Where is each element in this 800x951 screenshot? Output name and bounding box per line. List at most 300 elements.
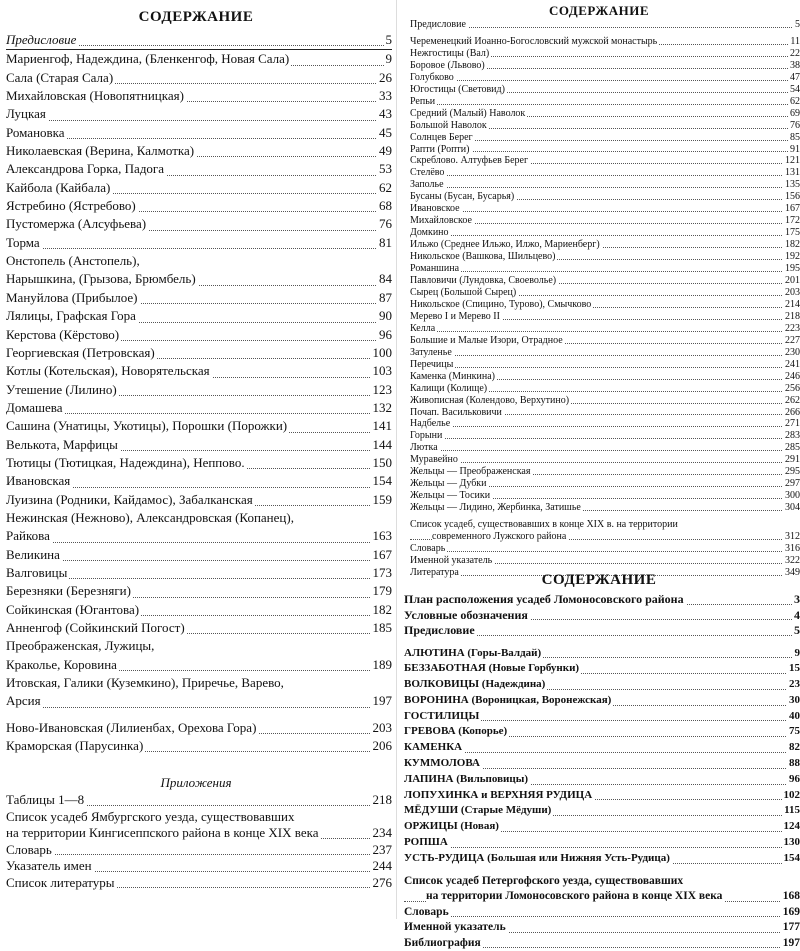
toc-entry-title: ГРЕВОВА (Копорье) (404, 725, 509, 737)
toc-entry-page: 227 (783, 335, 800, 347)
right-top-toc-title: СОДЕРЖАНИЕ (398, 3, 800, 19)
dot-leader (410, 331, 800, 332)
toc-entry-page: 54 (788, 84, 800, 96)
toc-entry-title: Пустомержа (Алсуфьева) (6, 216, 148, 231)
toc-entry (6, 564, 392, 582)
toc-entry-page: 144 (371, 436, 393, 454)
toc-entry-title: Солнцев Берег (410, 132, 475, 143)
dot-leader (6, 707, 392, 708)
toc-entry (6, 197, 392, 215)
toc-entry-page: 189 (371, 656, 393, 674)
toc-entry-page: 304 (783, 502, 800, 514)
toc-entry (410, 275, 800, 287)
toc-entry (6, 674, 392, 692)
toc-entry-page: 131 (783, 167, 800, 179)
toc-entry-page: 312 (783, 531, 800, 543)
dot-leader (410, 187, 800, 188)
toc-entry (404, 592, 800, 608)
toc-entry-page: 218 (371, 792, 393, 809)
toc-entry-title: Мануйлова (Прибылое) (6, 290, 140, 305)
toc-entry-title: Средний (Малый) Наволок (410, 108, 527, 119)
toc-entry-title: Романовка (6, 125, 67, 140)
toc-entry-title: Ивановская (6, 473, 72, 488)
toc-entry (410, 108, 800, 120)
toc-entry-title: Заполье (410, 179, 446, 190)
dot-leader (6, 854, 392, 855)
toc-entry (410, 36, 800, 48)
toc-entry (404, 772, 800, 788)
toc-entry-title: Именной указатель (410, 555, 494, 566)
toc-entry (6, 472, 392, 490)
toc-entry-title: Жельцы — Лидино, Жербинка, Затишье (410, 502, 583, 513)
toc-entry-page: 132 (371, 399, 393, 417)
toc-entry-title: Сырец (Большой Сырец) (410, 287, 518, 298)
toc-entry-page: 234 (371, 825, 393, 842)
toc-entry-page: 262 (783, 395, 800, 407)
toc-entry (6, 105, 392, 123)
toc-entry (6, 362, 392, 380)
toc-entry-title: Горыни (410, 430, 444, 441)
toc-entry-title: Великина (6, 547, 62, 562)
toc-entry-title: Сала (Старая Сала) (6, 70, 115, 85)
toc-entry-page: 121 (783, 155, 800, 167)
toc-entry (6, 252, 392, 270)
toc-entry-title: Велькота, Марфицы (6, 437, 120, 452)
toc-entry-page: 230 (783, 347, 800, 359)
toc-entry-title: Перечицы (410, 359, 455, 370)
toc-entry-title: Предисловие (410, 19, 468, 30)
toc-entry (410, 502, 800, 514)
toc-entry (6, 454, 392, 472)
dot-leader (6, 542, 392, 543)
toc-entry-title: Череменецкий Иоанно-Богословский мужской монастырь (410, 36, 659, 47)
toc-entry (404, 874, 800, 890)
toc-entry-page: 169 (781, 905, 800, 921)
toc-entry (410, 466, 800, 478)
toc-entry (410, 203, 800, 215)
toc-entry (6, 31, 392, 50)
toc-entry-page: 82 (787, 740, 800, 756)
toc-entry (404, 623, 800, 639)
toc-entry-page: 38 (788, 60, 800, 72)
toc-entry-page: 69 (788, 108, 800, 120)
toc-entry-title: Стелёво (410, 167, 446, 178)
toc-entry-title: Каменка (Минкина) (410, 371, 497, 382)
toc-entry (6, 637, 392, 655)
toc-entry-page: 96 (377, 326, 392, 344)
toc-entry-title: АЛЮТИНА (Горы-Валдай) (404, 647, 543, 659)
toc-entry-title: Никольское (Спицино, Турово), Смычково (410, 299, 593, 310)
toc-entry-page: 47 (788, 72, 800, 84)
toc-entry (6, 809, 392, 826)
toc-entry-page: 195 (783, 263, 800, 275)
toc-entry-title: Жельцы — Дубки (410, 478, 489, 489)
toc-entry-title: Ивановское (410, 203, 462, 214)
toc-entry (6, 719, 392, 737)
toc-entry-title: Литература (410, 567, 461, 578)
toc-entry-page: 237 (371, 842, 393, 859)
right-bottom-front-list (398, 592, 800, 639)
toc-entry-page: 271 (783, 418, 800, 430)
toc-entry (410, 84, 800, 96)
toc-entry-title: ГОСТИЛИЦЫ (404, 710, 481, 722)
toc-entry-page: 168 (781, 889, 800, 905)
toc-entry-title: Скреблово. Алтуфьев Берег (410, 155, 530, 166)
toc-entry (6, 215, 392, 233)
toc-entry (6, 619, 392, 637)
toc-entry-page: 285 (783, 442, 800, 454)
toc-entry (410, 543, 800, 555)
toc-entry-page: 5 (793, 19, 800, 31)
toc-entry-title: Николаевская (Верина, Калмотка) (6, 143, 196, 158)
toc-entry (410, 407, 800, 419)
toc-entry-title: Никольское (Вашкова, Шильцево) (410, 251, 557, 262)
toc-entry (410, 167, 800, 179)
toc-entry-page: 197 (371, 692, 393, 710)
toc-entry (410, 155, 800, 167)
toc-entry-title: Жельцы — Тосики (410, 490, 492, 501)
toc-entry-page: 182 (783, 239, 800, 251)
toc-entry (410, 454, 800, 466)
toc-entry-title: Предисловие (404, 623, 477, 637)
toc-entry-title: Арсия (6, 693, 43, 708)
right-bottom-toc-title: СОДЕРЖАНИЕ (398, 572, 800, 592)
toc-entry (410, 531, 800, 543)
toc-entry (6, 417, 392, 435)
toc-entry-title: Келла (410, 323, 437, 334)
toc-entry (404, 677, 800, 693)
toc-entry-page: 266 (783, 407, 800, 419)
toc-entry-page: 223 (783, 323, 800, 335)
dot-leader (410, 367, 800, 368)
toc-entry-page: 218 (783, 311, 800, 323)
toc-entry-title: Итовская, Галики (Куземкино), Приречье, Варево, (6, 675, 286, 690)
toc-entry-page: 84 (377, 270, 392, 288)
appendix-title: Приложения (0, 775, 392, 792)
toc-entry (404, 788, 800, 804)
toc-entry (410, 263, 800, 275)
toc-entry-page: 22 (788, 48, 800, 60)
toc-entry-title: Жельцы — Преображенская (410, 466, 532, 477)
toc-entry-title: Краморская (Парусинка) (6, 738, 145, 753)
right-top-extra-list (398, 519, 800, 579)
toc-entry (410, 120, 800, 132)
toc-entry-title: Именной указатель (404, 921, 508, 933)
toc-entry (6, 582, 392, 600)
toc-entry (410, 347, 800, 359)
toc-entry-page: 90 (377, 307, 392, 325)
right-bottom-toc-list (398, 646, 800, 867)
toc-entry-page: 9 (793, 646, 800, 662)
toc-entry-page: 103 (371, 362, 393, 380)
toc-entry-title: Домкино (410, 227, 451, 238)
toc-entry-page: 206 (371, 737, 393, 755)
toc-entry-title: Онстопель (Анстопель), (6, 253, 142, 268)
toc-entry-title: ЛАПИНА (Вильповицы) (404, 773, 530, 785)
toc-entry-page: 75 (787, 724, 800, 740)
toc-entry-title: Александрова Горка, Падога (6, 161, 166, 176)
toc-entry-page: 154 (782, 851, 800, 867)
toc-entry-page: 85 (788, 132, 800, 144)
dot-leader (410, 211, 800, 212)
toc-entry-page: 26 (377, 69, 392, 87)
toc-entry-title: Почап. Васильковичи (410, 407, 504, 418)
toc-entry (6, 270, 392, 288)
toc-entry-page: 244 (371, 858, 393, 875)
dot-leader (410, 175, 800, 176)
toc-entry (410, 371, 800, 383)
toc-entry-page: 88 (787, 756, 800, 772)
toc-entry-page: 68 (377, 197, 392, 215)
toc-entry-page: 185 (371, 619, 393, 637)
toc-entry-title: Голубково (410, 72, 456, 83)
toc-entry (6, 69, 392, 87)
toc-entry-title: современного Лужского района (432, 531, 568, 542)
dot-leader (410, 80, 800, 81)
toc-entry (6, 326, 392, 344)
toc-entry-title: на территории Кингисеппского района в конце XIX века (6, 825, 321, 840)
toc-entry (410, 251, 800, 263)
toc-entry-title: Список усадеб Петергофского уезда, существовавших (404, 875, 685, 887)
toc-entry-page: 53 (377, 160, 392, 178)
toc-entry-title: Котлы (Котельская), Новорятельская (6, 363, 212, 378)
toc-entry-page: 167 (783, 203, 800, 215)
toc-entry (410, 239, 800, 251)
right-top-toc-list (398, 19, 800, 514)
toc-entry-title: Мерево I и Мерево II (410, 311, 502, 322)
toc-entry-title: Большой Наволок (410, 120, 489, 131)
toc-entry (404, 646, 800, 662)
dot-leader (410, 271, 800, 272)
toc-entry-page: 295 (783, 466, 800, 478)
toc-entry (410, 311, 800, 323)
toc-entry (410, 478, 800, 490)
toc-entry-title: РОПША (404, 836, 450, 848)
toc-entry (6, 527, 392, 545)
toc-entry-title: Словарь (6, 842, 54, 857)
toc-entry-page: 9 (384, 50, 393, 68)
toc-entry (410, 442, 800, 454)
toc-entry-page: 150 (371, 454, 393, 472)
toc-entry-page: 115 (782, 803, 800, 819)
toc-entry (6, 124, 392, 142)
toc-entry (6, 692, 392, 710)
toc-entry (410, 383, 800, 395)
toc-entry (404, 803, 800, 819)
toc-entry-page: 300 (783, 490, 800, 502)
toc-entry-title: Затуленье (410, 347, 454, 358)
toc-entry-page: 316 (783, 543, 800, 555)
toc-entry (6, 601, 392, 619)
toc-entry (410, 215, 800, 227)
dot-leader (410, 462, 800, 463)
toc-entry (410, 287, 800, 299)
dot-leader (410, 355, 800, 356)
dot-leader (6, 560, 392, 561)
toc-entry (410, 191, 800, 203)
toc-entry-title: ОРЖИЦЫ (Новая) (404, 820, 501, 832)
toc-entry-title: Словарь (404, 906, 451, 918)
toc-entry (6, 737, 392, 755)
toc-entry-title: Муравейно (410, 454, 460, 465)
toc-entry-title: МЁДУШИ (Старые Мёдуши) (404, 804, 553, 816)
toc-entry-title: Бусаны (Бусан, Бусарья) (410, 191, 516, 202)
toc-entry (6, 875, 392, 892)
toc-entry-page: 322 (783, 555, 800, 567)
toc-entry-title: План расположения усадеб Ломоносовского района (404, 592, 686, 606)
toc-entry-title: Библиография (404, 937, 483, 949)
toc-entry (6, 491, 392, 509)
toc-entry-page: 175 (783, 227, 800, 239)
toc-entry-page: 76 (377, 215, 392, 233)
toc-entry (6, 381, 392, 399)
toc-entry (6, 842, 392, 859)
dot-leader (410, 438, 800, 439)
toc-entry (410, 144, 800, 156)
toc-entry-page: 49 (377, 142, 392, 160)
toc-entry-page: 23 (787, 677, 800, 693)
toc-entry (6, 436, 392, 454)
dot-leader (410, 27, 800, 28)
toc-entry (404, 936, 800, 951)
toc-entry-page: 100 (371, 344, 393, 362)
toc-entry-page: 214 (783, 299, 800, 311)
appendix-list (0, 792, 392, 891)
toc-entry-page: 246 (783, 371, 800, 383)
toc-entry-title: Анненгоф (Сойкинский Погост) (6, 620, 187, 635)
toc-entry-page: 62 (788, 96, 800, 108)
toc-entry-page: 76 (788, 120, 800, 132)
toc-entry-title: Условные обозначения (404, 608, 530, 622)
toc-entry (404, 819, 800, 835)
toc-entry-page: 203 (371, 719, 393, 737)
page-gutter (396, 0, 397, 919)
toc-entry-page: 192 (783, 251, 800, 263)
toc-entry (404, 920, 800, 936)
toc-entry-title: Ястребино (Ястребово) (6, 198, 138, 213)
toc-entry-page: 241 (783, 359, 800, 371)
toc-entry-page: 30 (787, 693, 800, 709)
toc-entry-page: 156 (783, 191, 800, 203)
toc-entry-title: ВОЛКОВИЦЫ (Надеждина) (404, 678, 547, 690)
toc-entry-page: 5 (792, 623, 800, 639)
toc-entry-page: 5 (384, 31, 393, 49)
toc-entry-title: Боровое (Львово) (410, 60, 487, 71)
toc-entry (6, 792, 392, 809)
toc-entry (410, 555, 800, 567)
toc-entry-page: 349 (783, 567, 800, 579)
toc-entry-title: Сашина (Унатицы, Укотицы), Порошки (Порожки) (6, 418, 289, 433)
toc-entry (6, 234, 392, 252)
toc-entry (410, 359, 800, 371)
toc-entry-title: БЕЗЗАБОТНАЯ (Новые Горбунки) (404, 662, 581, 674)
toc-entry-title: Павловичи (Лундовка, Своеволье) (410, 275, 558, 286)
toc-entry-title: Ново-Ивановская (Лилиенбах, Орехова Гора) (6, 720, 258, 735)
toc-entry-page: 4 (792, 608, 800, 624)
toc-entry-page: 283 (783, 430, 800, 442)
toc-entry-title: Нарышкина, (Грызова, Брюмбель) (6, 271, 198, 286)
toc-entry (410, 48, 800, 60)
toc-entry-title: Кайбола (Кайбала) (6, 180, 112, 195)
toc-entry-page: 124 (782, 819, 800, 835)
toc-entry (404, 889, 800, 905)
toc-entry-title: Преображенская, Лужицы, (6, 638, 156, 653)
toc-entry-title: Керстова (Кёрстово) (6, 327, 121, 342)
toc-entry-page: 203 (783, 287, 800, 299)
toc-entry (404, 693, 800, 709)
toc-entry-title: Предисловие (6, 32, 78, 47)
toc-entry-page: 297 (783, 478, 800, 490)
toc-entry-title: Михайловское (410, 215, 474, 226)
toc-entry-title: Нежгостицы (Вал) (410, 48, 491, 59)
toc-entry-title: Торма (6, 235, 42, 250)
toc-entry-page: 96 (787, 772, 800, 788)
toc-entry-page: 173 (371, 564, 393, 582)
toc-entry (410, 72, 800, 84)
toc-entry-title: Краколье, Коровина (6, 657, 119, 672)
toc-entry (404, 740, 800, 756)
toc-entry-title: Живописная (Колендово, Верхутино) (410, 395, 571, 406)
toc-entry-page: 11 (788, 36, 800, 48)
toc-entry (410, 323, 800, 335)
toc-entry-title: Лялицы, Графская Гора (6, 308, 138, 323)
toc-entry-title: Калищи (Колище) (410, 383, 489, 394)
toc-entry (6, 142, 392, 160)
toc-entry-page: 33 (377, 87, 392, 105)
toc-entry-page: 135 (783, 179, 800, 191)
toc-entry (6, 546, 392, 564)
dot-leader (410, 235, 800, 236)
toc-entry-page: 62 (377, 179, 392, 197)
toc-entry-page: 3 (792, 592, 800, 608)
toc-entry (410, 299, 800, 311)
toc-entry (6, 160, 392, 178)
toc-entry (6, 289, 392, 307)
toc-entry-page: 91 (788, 144, 800, 156)
toc-entry-page: 130 (782, 835, 800, 851)
toc-entry-page: 167 (371, 546, 393, 564)
toc-entry (404, 709, 800, 725)
toc-entry (404, 661, 800, 677)
toc-entry-page: 159 (371, 491, 393, 509)
toc-entry-title: Романшина (410, 263, 461, 274)
toc-entry (410, 430, 800, 442)
toc-entry-title: Райкова (6, 528, 52, 543)
toc-entry-page: 123 (371, 381, 393, 399)
toc-entry (404, 724, 800, 740)
toc-entry-page: 87 (377, 289, 392, 307)
toc-entry-title: ВОРОНИНА (Вороницкая, Воронежская) (404, 694, 613, 706)
dot-leader (404, 916, 800, 917)
toc-entry (6, 87, 392, 105)
toc-entry-title: Указатель имен (6, 858, 94, 873)
toc-entry-page: 141 (371, 417, 393, 435)
toc-entry-page: 179 (371, 582, 393, 600)
toc-entry-title: Тютицы (Тютицкая, Надеждина), Неппово. (6, 455, 247, 470)
toc-entry-title: Ильжо (Среднее Ильжо, Илжо, Мариенберг) (410, 239, 602, 250)
dot-leader (410, 450, 800, 451)
toc-entry-title: ЛОПУХИНКА и ВЕРХНЯЯ РУДИЦА (404, 789, 594, 801)
toc-entry (6, 656, 392, 674)
toc-entry (410, 395, 800, 407)
toc-entry-page: 256 (783, 383, 800, 395)
left-toc-title: СОДЕРЖАНИЕ (0, 9, 392, 31)
right-top-toc-page (398, 0, 800, 579)
toc-entry-title: Лютка (410, 442, 440, 453)
toc-entry (410, 132, 800, 144)
toc-entry-page: 177 (781, 920, 800, 936)
toc-entry-title: Валговицы (6, 565, 69, 580)
